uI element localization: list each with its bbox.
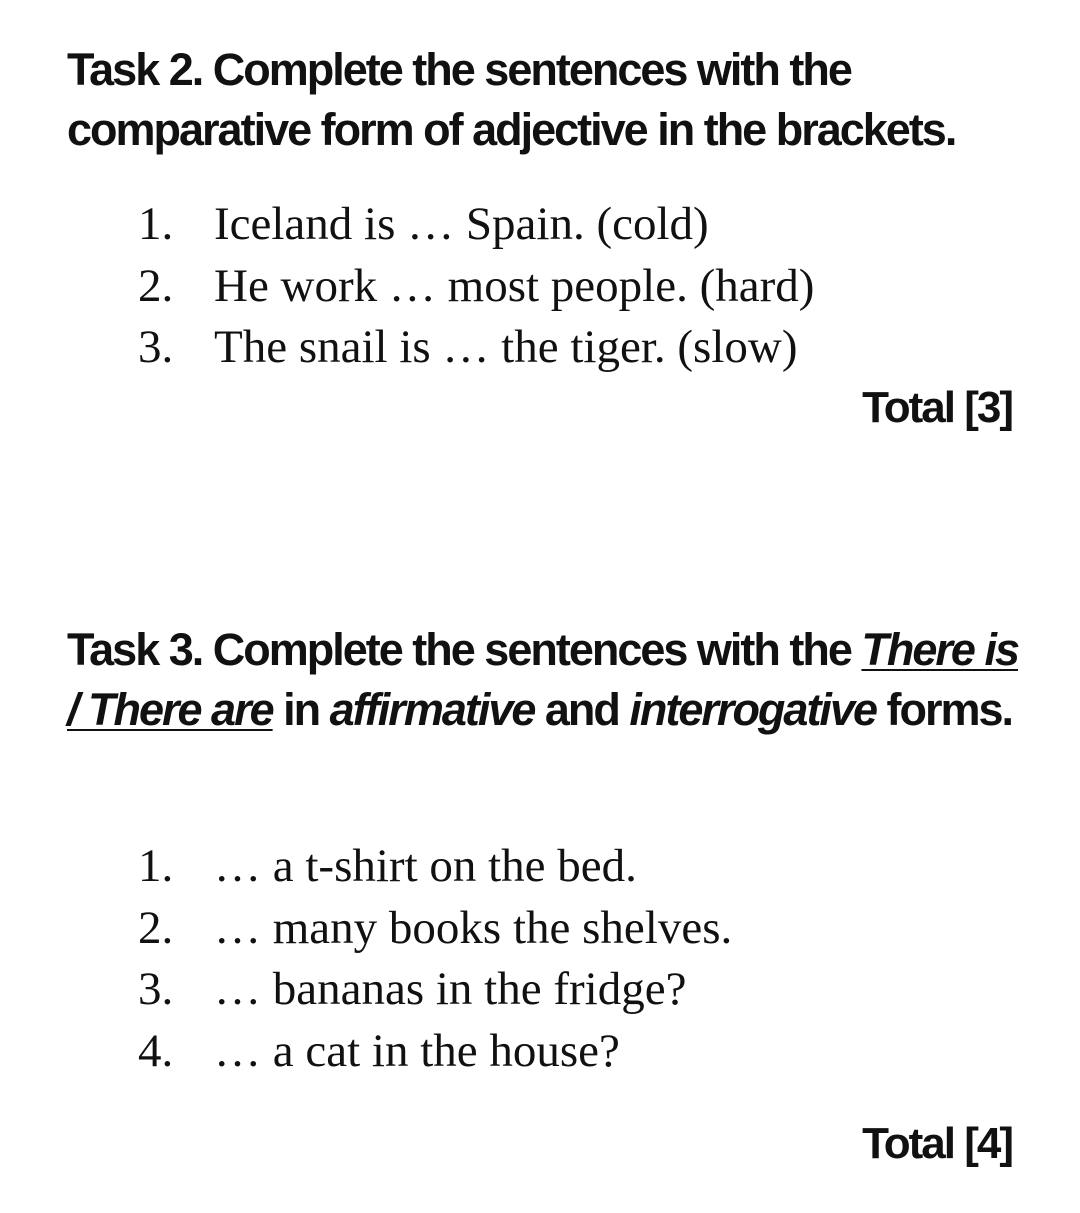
item-text: He work … most people. (hard): [214, 259, 815, 312]
list-item: [138, 898, 732, 960]
item-number: 1.: [138, 198, 174, 250]
task3-heading-interrogative: interrogative: [629, 684, 876, 735]
item-number: 4.: [138, 1024, 174, 1077]
task3-total: Total [4]: [862, 1119, 1012, 1168]
item-text: … many books the shelves.: [214, 901, 733, 954]
task3-heading-text: in: [272, 684, 330, 735]
item-number: 2.: [138, 259, 174, 312]
item-number: 1.: [138, 840, 174, 892]
item-text: … a cat in the house?: [214, 1024, 620, 1077]
item-number: 3.: [138, 321, 174, 373]
list-item: [138, 256, 814, 318]
task2-heading: Task 2. Complete the sentences with the comparative form of adjective in the brackets.: [67, 44, 956, 155]
item-text: The snail is … the tiger. (slow): [214, 321, 798, 373]
task3-sentence-list: [138, 836, 732, 1082]
task2-sentence-list: [138, 194, 814, 379]
list-item: [138, 1021, 732, 1083]
list-item: [138, 959, 732, 1021]
item-number: 2.: [138, 901, 174, 954]
item-text: … a t-shirt on the bed.: [214, 840, 637, 892]
item-number: 3.: [138, 963, 174, 1015]
task3-heading-phrase: There is / There are: [67, 624, 1018, 735]
task3-heading-text: and: [534, 684, 630, 735]
item-text: Iceland is … Spain. (cold): [214, 198, 709, 250]
task3-heading-text: Task 3. Complete the sentences with the: [67, 624, 862, 675]
list-item: [138, 836, 732, 898]
task3-heading-text: forms.: [876, 684, 1013, 735]
item-text: … bananas in the fridge?: [214, 963, 687, 1015]
list-item: [138, 194, 814, 256]
task3-heading-affirmative: affirmative: [329, 684, 535, 735]
task2-total: Total [3]: [862, 383, 1012, 432]
list-item: [138, 317, 814, 379]
task3-heading: [67, 620, 1027, 740]
